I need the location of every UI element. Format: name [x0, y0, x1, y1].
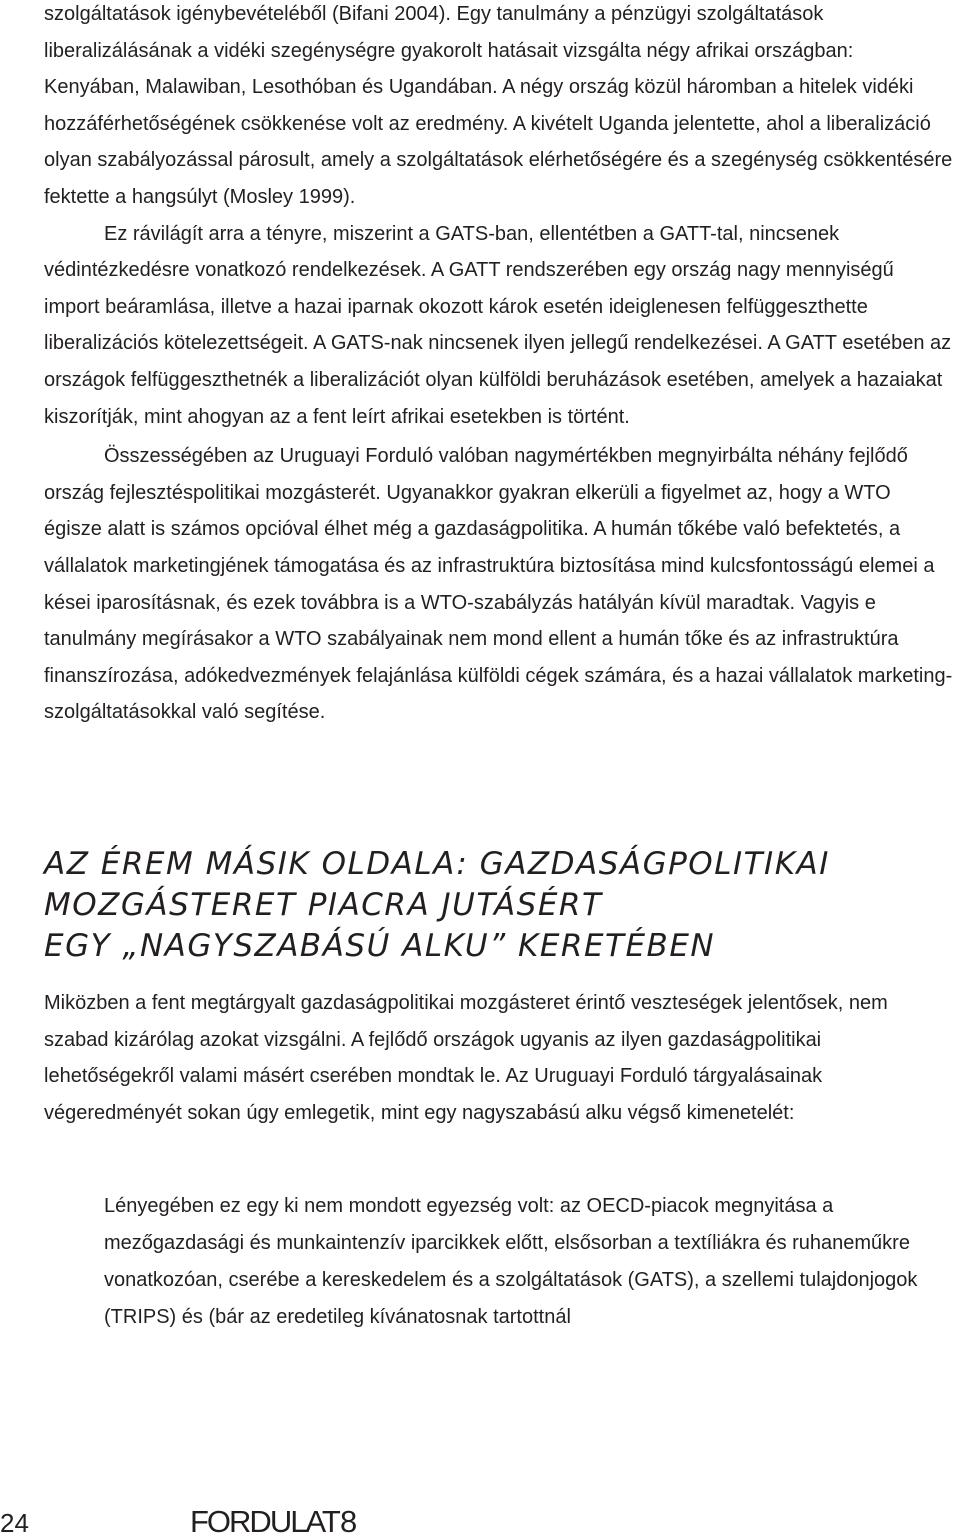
section-heading-line-3: EGY „NAGYSZABÁSÚ ALKU” KERETÉBEN: [44, 928, 716, 964]
section-heading: [44, 844, 944, 967]
journal-title: FORDULAT: [190, 1504, 339, 1539]
page-footer: [0, 1500, 960, 1538]
body-paragraph-1: szolgáltatások igénybevételéből (Bifani 2004). Egy tanulmány a pénzügyi szolgáltatások liberalizálásának a vidéki szegénységre gyakorolt hatásait vizsgálta négy afrikai országban: Kenyában, Malawiban, Lesothóban és Ugandában. A négy ország közül háromban a hitelek vidéki hozzáférhetőségének csökkenése volt az eredmény. A kivételt Uganda jelentette, ahol a liberalizáció olyan szabályozással párosult, amely a szolgáltatások elérhetőségére és a szegénység csökkentésére fektette a hangsúlyt (Mosley 1999).: [44, 3, 953, 208]
block-quote: [104, 1188, 924, 1336]
section-heading-line-2: MOZGÁSTERET PIACRA JUTÁSÉRT: [44, 887, 603, 923]
block-quote-text: Lényegében ez egy ki nem mondott egyezség volt: az OECD-piacok megnyitása a mezőgazdasági és munkaintenzív iparcikkek előtt, elsősorban a textíliákra és ruhaneműkre vonatkozóan, cserébe a kereskedelem és a szolgáltatások (GATS), a szellemi tulajdonjogok (TRIPS) és (bár az eredetileg kívánatosnak tartottnál: [104, 1195, 918, 1328]
journal-issue: 8: [340, 1504, 358, 1539]
body-paragraph-2: Ez rávilágít arra a tényre, miszerint a GATS-ban, ellentétben a GATT-tal, nincsenek védintézkedésre vonatkozó rendelkezések. A GATT rendszerében egy ország nagy mennyiségű import beáramlása, illetve a hazai iparnak okozott károk esetén ideiglenesen felfüggeszthette liberalizációs kötelezettségeit. A GATS-nak nincsenek ilyen jellegű rendelkezései. A GATT esetében az országok felfüggeszthetnék a liberalizációt olyan külföldi beruházások esetében, amelyek a hazaiakat kiszorítják, mint ahogyan az a fent leírt afrikai esetekben is történt.: [44, 222, 952, 428]
page-number: 24: [0, 1508, 29, 1538]
section-paragraph-1: Miközben a fent megtárgyalt gazdaságpolitikai mozgásteret érintő veszteségek jelentősek, nem szabad kizárólag azokat vizsgálni. A fejlődő országok ugyanis az ilyen gazdaságpolitikai lehetőségekről valami másért cserében mondtak le. Az Uruguayi Forduló tárgyalásainak végeredményét sokan úgy emlegetik, mint egy nagyszabású alku végső kimenetelét:: [44, 992, 888, 1124]
page-body: [44, 0, 954, 731]
section-heading-line-1: AZ ÉREM MÁSIK OLDALA: GAZDASÁGPOLITIKAI: [44, 846, 830, 882]
section-body: [44, 985, 944, 1131]
body-paragraph-3: Összességében az Uruguayi Forduló valóban nagymértékben megnyirbálta néhány fejlődő ország fejlesztéspolitikai mozgásterét. Ugyanakkor gyakran elkerüli a figyelmet az, hogy a WTO égisze alatt is számos opcióval élhet még a gazdaságpolitika. A humán tőkébe való befektetés, a vállalatok marketingjének támogatása és az infrastruktúra biztosítása mind kulcsfontosságú elemei a kései iparosításnak, és ezek továbbra is a WTO-szabályzás hatályán kívül maradtak. Vagyis e tanulmány megírásakor a WTO szabályainak nem mond ellent a humán tőke és az infrastruktúra finanszírozása, adókedvezmények felajánlása külföldi cégek számára, és a hazai vállalatok marketing-szolgáltatásokkal való segítése.: [44, 445, 953, 724]
